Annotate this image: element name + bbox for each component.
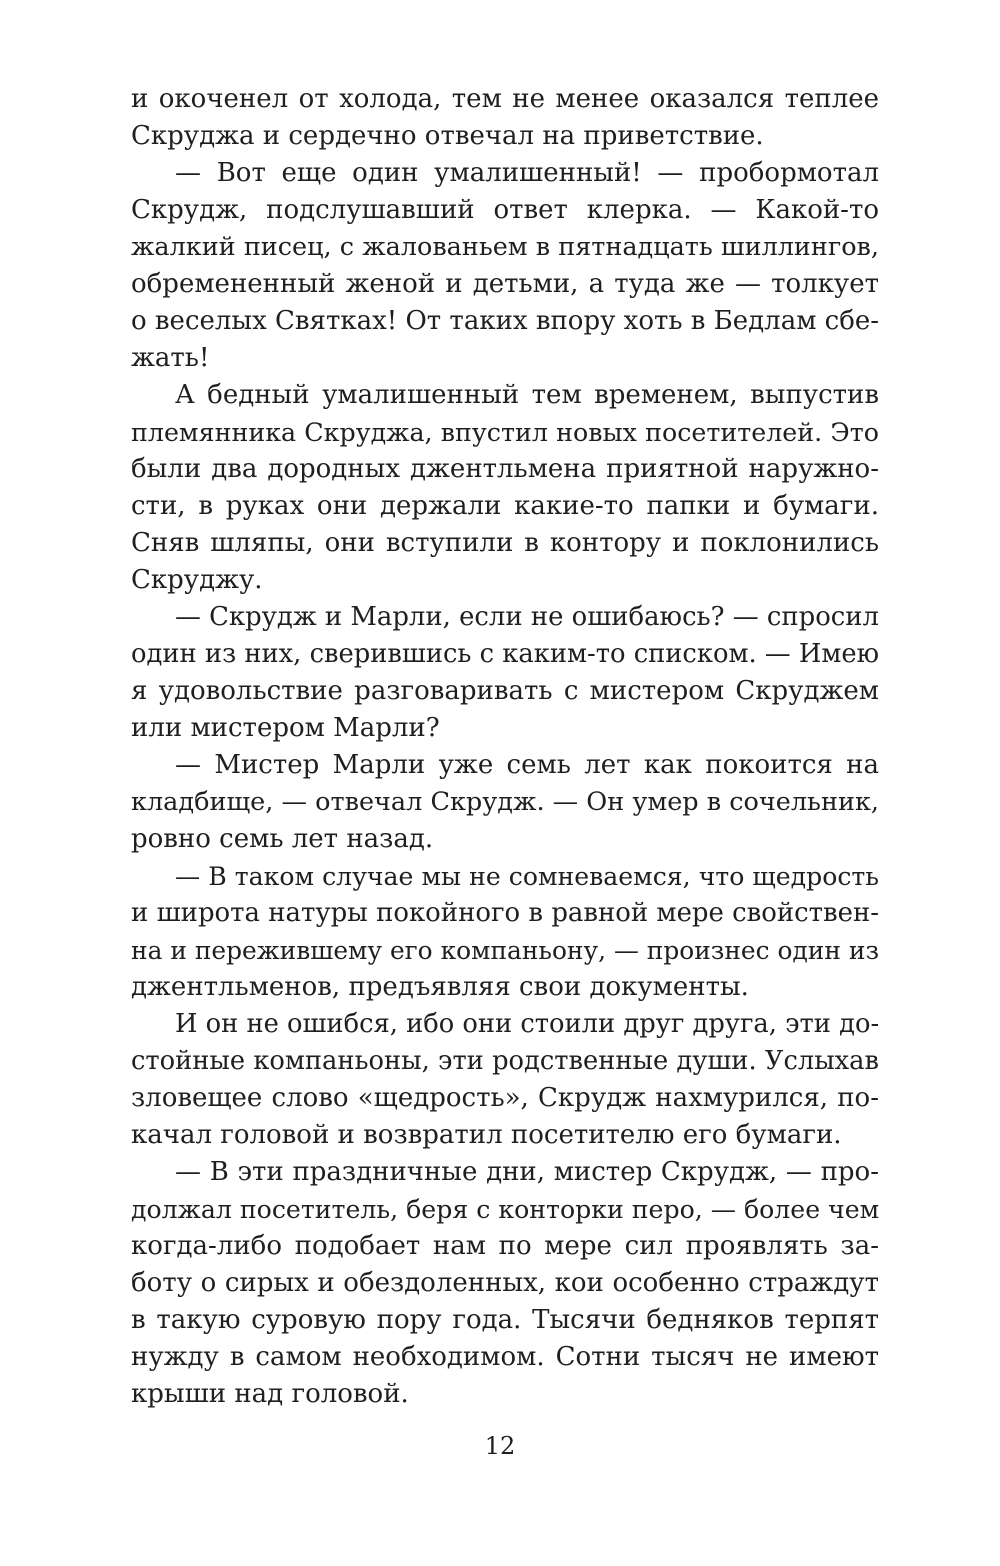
page-number: 12 xyxy=(484,1432,516,1460)
text-line: или мистером Марли? xyxy=(131,713,440,743)
text-line: джентльменов, предъявляя свои документы. xyxy=(131,972,749,1002)
text-line: были два дородных джентльмена приятной наружно- xyxy=(131,454,879,484)
body-text xyxy=(131,81,879,1413)
text-line: качал головой и возвратил посетителю его бумаги. xyxy=(131,1120,842,1150)
text-line: в такую суровую пору года. Тысячи бедняков терпят xyxy=(131,1305,879,1335)
text-line: боту о сирых и обездоленных, кои особенно страждут xyxy=(131,1268,879,1298)
text-line: когда-либо подобает нам по мере сил проявлять за- xyxy=(131,1231,879,1261)
text-line: должал посетитель, беря с конторки перо, — более чем xyxy=(131,1195,880,1224)
text-line: нужду в самом необходимом. Сотни тысяч не имеют xyxy=(131,1342,879,1372)
text-line: — Вот еще один умалишенный! — пробормотал xyxy=(175,158,879,188)
text-line: — В эти праздничные дни, мистер Скрудж, — про- xyxy=(175,1157,879,1187)
text-line: А бедный умалишенный тем временем, выпустив xyxy=(175,380,879,410)
text-line: жать! xyxy=(131,343,210,373)
text-line: сти, в руках они держали какие-то папки и бумаги. xyxy=(131,491,879,521)
text-line: кладбище, — отвечал Скрудж. — Он умер в сочельник, xyxy=(131,787,880,817)
text-line: — В таком случае мы не сомневаемся, что щедрость xyxy=(175,862,879,891)
text-line: один из них, сверившись с каким-то списком. — Имею xyxy=(131,639,879,669)
text-line: крыши над головой. xyxy=(131,1379,409,1409)
text-line: на и пережившему его компаньону, — произнес один из xyxy=(131,936,879,965)
text-line: Скруджа и сердечно отвечал на приветствие. xyxy=(131,121,764,151)
text-line: ровно семь лет назад. xyxy=(131,824,434,854)
text-line: стойные компаньоны, эти родственные души. Услыхав xyxy=(131,1046,879,1076)
text-line: племянника Скруджа, впустил новых посетителей. Это xyxy=(131,417,879,447)
text-line: Сняв шляпы, они вступили в контору и поклонились xyxy=(131,528,879,558)
text-line: — Мистер Марли уже семь лет как покоится на xyxy=(175,750,879,780)
text-line: Скруджу. xyxy=(131,565,263,595)
text-line: жалкий писец, с жалованьем в пятнадцать шиллингов, xyxy=(131,232,879,262)
text-line: Скрудж, подслушавший ответ клерка. — Какой-то xyxy=(131,195,879,225)
text-line: зловещее слово «щедрость», Скрудж нахмурился, по- xyxy=(131,1083,879,1113)
text-line: и широта натуры покойного в равной мере свойствен- xyxy=(131,898,879,928)
text-line: и окоченел от холода, тем не менее оказался теплее xyxy=(131,84,879,114)
text-line: И он не ошибся, ибо они стоили друг друга, эти до- xyxy=(175,1009,880,1039)
text-line: обремененный женой и детьми, а туда же — толкует xyxy=(131,269,879,299)
text-line: о веселых Святках! От таких впору хоть в Бедлам сбе- xyxy=(131,306,880,336)
text-line: я удовольствие разговаривать с мистером Скруджем xyxy=(131,676,879,706)
text-line: — Скрудж и Марли, если не ошибаюсь? — спросил xyxy=(175,602,879,632)
